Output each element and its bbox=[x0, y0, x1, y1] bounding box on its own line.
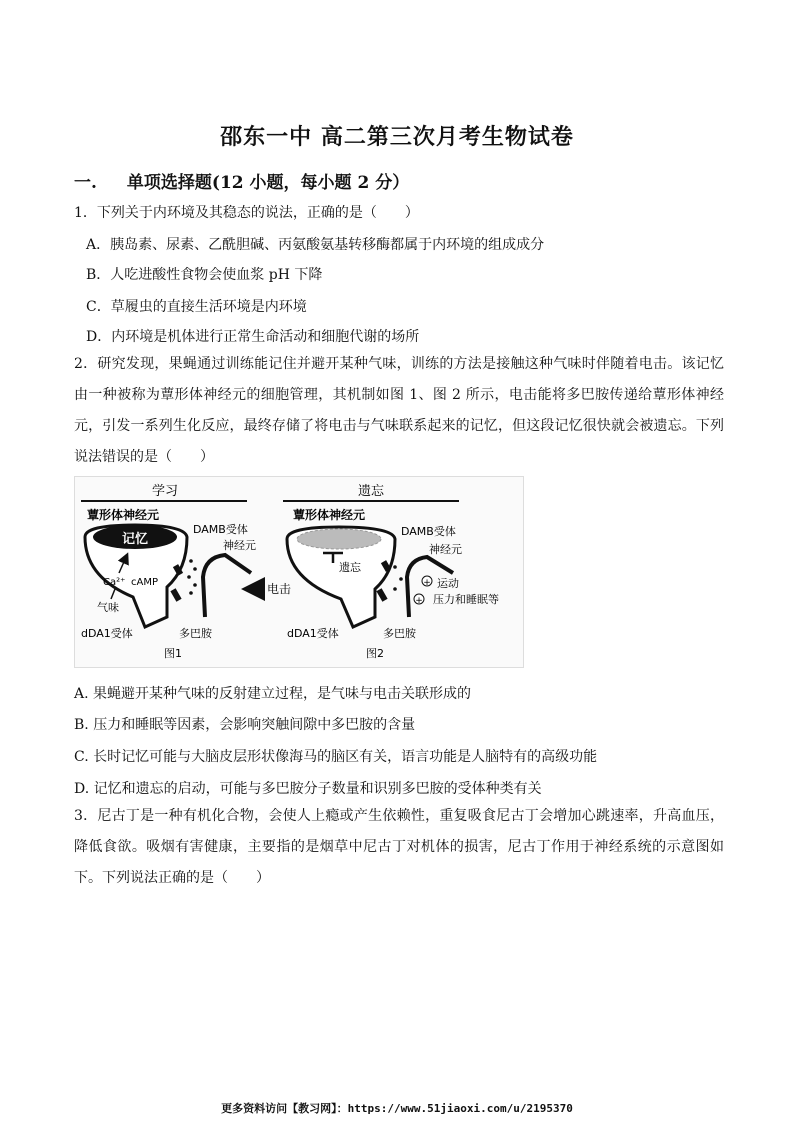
panel1-memory-label: 记忆 bbox=[121, 532, 149, 547]
figure-panel-2 bbox=[283, 483, 499, 660]
q1-option-b: B．人吃进酸性食物会使血浆 pH 下降 bbox=[86, 267, 323, 283]
figure-panel-1 bbox=[81, 484, 291, 660]
panel2-neuron-label: 蕈形体神经元 bbox=[293, 508, 366, 522]
panel2-damb-label: DAMB受体 bbox=[401, 525, 456, 538]
panel1-shock-label: 电击 bbox=[267, 582, 292, 596]
panel2-stress-label: 压力和睡眠等 bbox=[433, 593, 499, 606]
panel2-exercise-label: 运动 bbox=[437, 577, 459, 590]
panel1-odor-line bbox=[111, 589, 115, 599]
footer-link[interactable]: 更多资料访问【教习网】：https://www.51jiaoxi.com/u/2195370 bbox=[221, 1102, 573, 1115]
panel1-dopamine-label: 多巴胺 bbox=[179, 627, 212, 640]
panel1-ca-label: Ca²⁺ bbox=[103, 577, 126, 588]
q3-stem: 3．尼古丁是一种有机化合物，会使人上瘾或产生依赖性，重复吸食尼古丁会增加心跳速率，升高血压，降低食欲。吸烟有害健康，主要指的是烟草中尼古丁对机体的损害，尼古丁作用于神经系统的示意图如下。下列说法正确的是（ ） bbox=[74, 808, 724, 886]
panel1-presynaptic bbox=[203, 555, 251, 617]
q2-option-d: D. 记忆和遗忘的启动，可能与多巴胺分子数量和识别多巴胺的受体种类有关 bbox=[74, 781, 542, 797]
q1-option-a: A．胰岛素、尿素、乙酰胆碱、丙氨酸氨基转移酶都属于内环境的组成成分 bbox=[86, 237, 545, 253]
q2-stem: 2．研究发现，果蝇通过训练能记住并避开某种气味，训练的方法是接触这种气味时伴随着电击。该记忆由一种被称为蕈形体神经元的细胞管理，其机制如图 1、图 2 所示，电击能将多巴胺传递给蕈形体神经元，引发一系列生化反应，最终存储了将电击与气味联系起来的记忆，但这段记忆很快就会被遗忘。下列说法错误的是（ ） bbox=[74, 356, 724, 465]
panel1-damb-label: DAMB受体 bbox=[193, 523, 248, 536]
panel1-camp-label: cAMP bbox=[131, 577, 158, 588]
panel1-odor-label: 气味 bbox=[97, 601, 119, 614]
q2-option-c: C. 长时记忆可能与大脑皮层形状像海马的脑区有关，语言功能是人脑特有的高级功能 bbox=[74, 749, 598, 765]
panel1-dda1-label: dDA1受体 bbox=[81, 627, 133, 640]
panel1-caption: 图1 bbox=[164, 647, 182, 660]
panel1-dda1-receptor bbox=[170, 588, 181, 601]
panel2-dopamine-label: 多巴胺 bbox=[383, 627, 416, 640]
panel1-header: 学习 bbox=[151, 484, 179, 499]
panel2-dda1-receptor bbox=[376, 588, 387, 601]
svg-text:+: + bbox=[423, 578, 431, 588]
page-title: 邵东一中 高二第三次月考生物试卷 bbox=[220, 124, 574, 150]
panel2-neuron2-label: 神经元 bbox=[429, 543, 462, 556]
panel2-header: 遗忘 bbox=[357, 484, 385, 499]
panel2-caption: 图2 bbox=[366, 647, 384, 660]
panel1-neuron-label: 蕈形体神经元 bbox=[87, 508, 160, 522]
panel2-faded-memory bbox=[297, 529, 381, 549]
q2-option-a: A. 果蝇避开某种气味的反射建立过程，是气味与电击关联形成的 bbox=[74, 686, 472, 702]
svg-text:+: + bbox=[415, 596, 423, 606]
q2-option-b: B. 压力和睡眠等因素，会影响突触间隙中多巴胺的含量 bbox=[74, 717, 416, 733]
panel2-forget-label: 遗忘 bbox=[339, 561, 361, 574]
panel2-dda1-label: dDA1受体 bbox=[287, 627, 339, 640]
section-title: 单项选择题(12 小题，每小题 2 分） bbox=[126, 173, 410, 193]
section-heading bbox=[74, 168, 409, 193]
q2-figure bbox=[74, 476, 524, 668]
panel1-neuron2-label: 神经元 bbox=[223, 539, 256, 552]
q1-option-d: D．内环境是机体进行正常生命活动和细胞代谢的场所 bbox=[86, 329, 420, 345]
q1-stem: 1．下列关于内环境及其稳态的说法，正确的是（ ） bbox=[74, 205, 419, 221]
section-number: 一. bbox=[74, 173, 97, 193]
q1-option-c: C．草履虫的直接生活环境是内环境 bbox=[86, 299, 307, 315]
